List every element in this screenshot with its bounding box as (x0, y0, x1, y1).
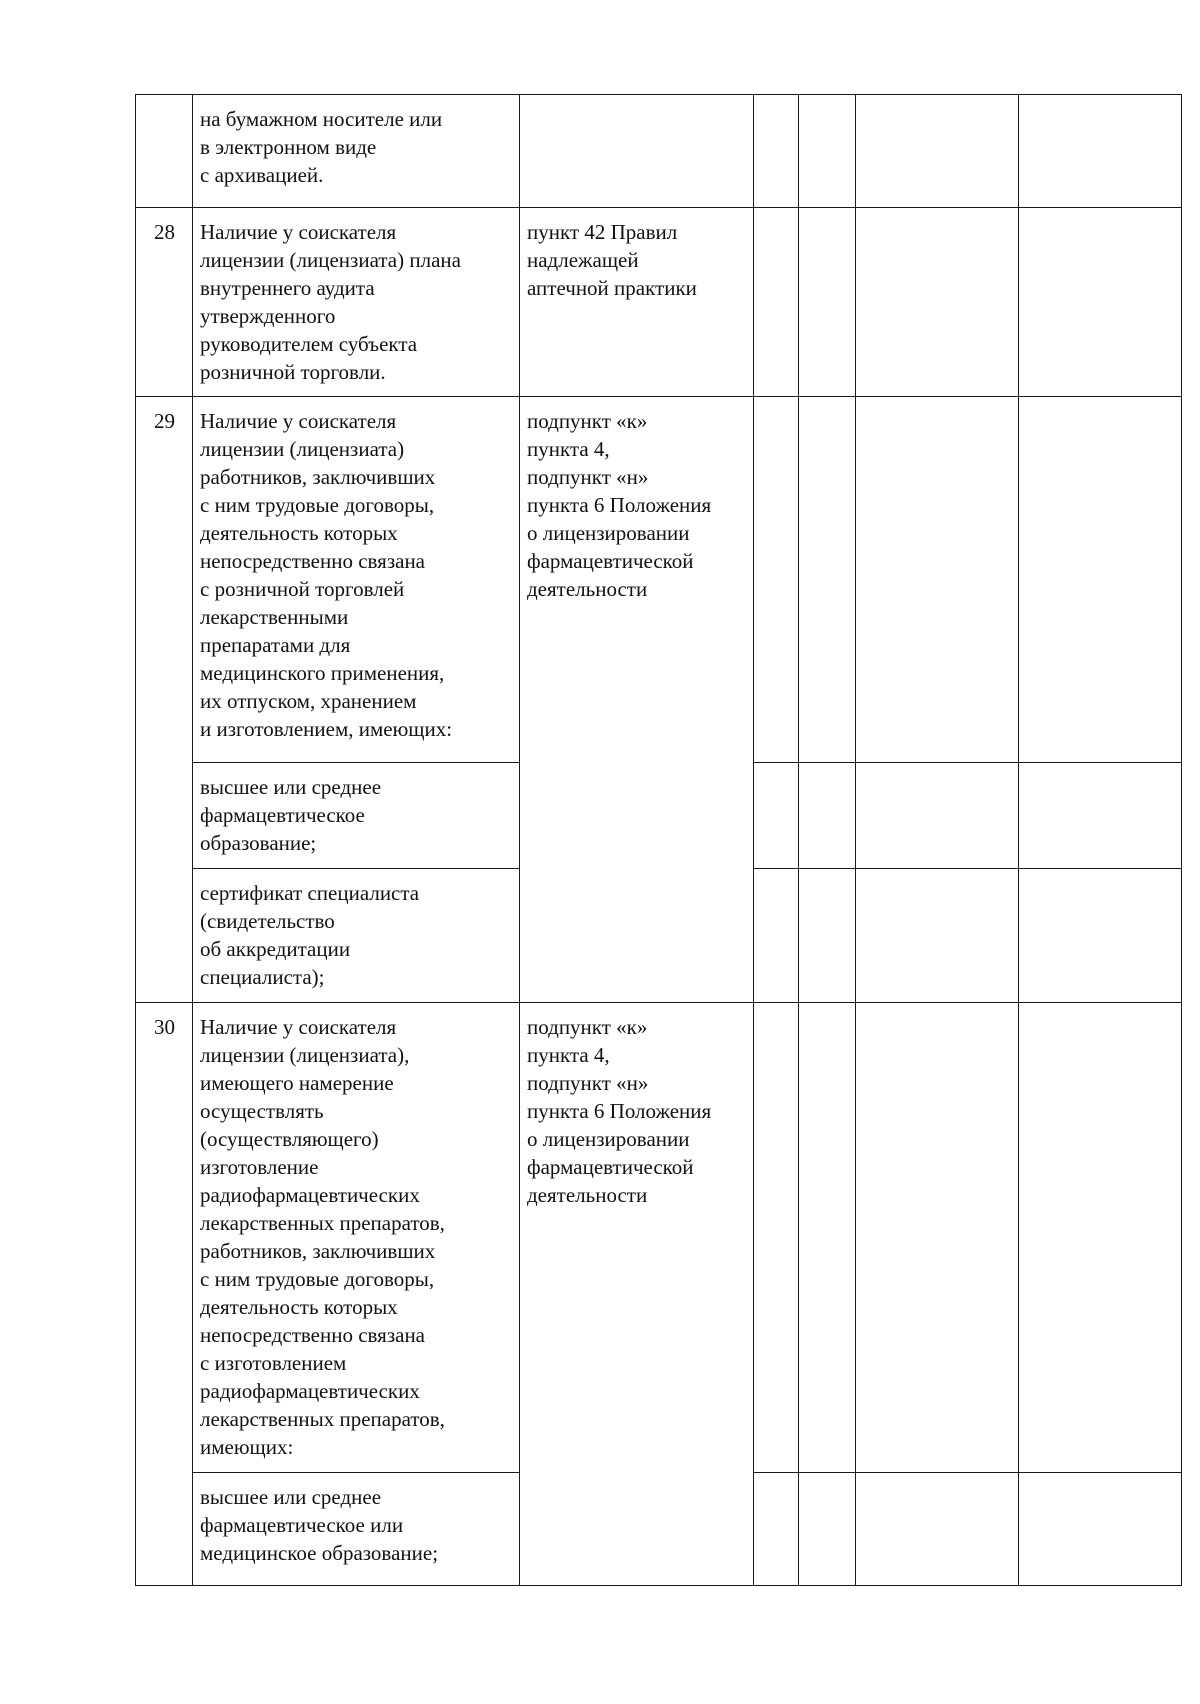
not-applicable-cell (856, 208, 1019, 397)
not-applicable-cell (856, 869, 1019, 1003)
note-cell (1019, 208, 1182, 397)
answer-no-cell (799, 208, 856, 397)
answer-yes-cell (754, 869, 799, 1003)
answer-yes-cell (754, 763, 799, 869)
answer-no-cell (799, 1473, 856, 1586)
row-number: 29 (136, 397, 193, 1003)
table-row (136, 1003, 1182, 1473)
legal-reference: подпункт «к» пункта 4, подпункт «н» пункта 6 Положения о лицензировании фармацевтической деятельности (520, 1003, 754, 1586)
not-applicable-cell (856, 95, 1019, 208)
note-cell (1019, 1003, 1182, 1473)
not-applicable-cell (856, 1003, 1019, 1473)
answer-yes-cell (754, 1473, 799, 1586)
answer-no-cell (799, 869, 856, 1003)
answer-no-cell (799, 397, 856, 763)
answer-yes-cell (754, 208, 799, 397)
answer-no-cell (799, 763, 856, 869)
not-applicable-cell (856, 763, 1019, 869)
note-cell (1019, 95, 1182, 208)
requirement-text: Наличие у соискателя лицензии (лицензиата) работников, заключивших с ним трудовые договоры, деятельность которых непосредственно связана с розничной торговлей лекарственными препаратами для медицинского применения, их отпуском, хранением и изготовлением, имеющих: (193, 397, 520, 763)
requirement-subitem: сертификат специалиста (свидетельство об аккредитации специалиста); (193, 869, 520, 1003)
not-applicable-cell (856, 397, 1019, 763)
legal-reference: пункт 42 Правил надлежащей аптечной практики (520, 208, 754, 397)
requirement-text: на бумажном носителе или в электронном виде с архивацией. (193, 95, 520, 208)
legal-reference: подпункт «к» пункта 4, подпункт «н» пункта 6 Положения о лицензировании фармацевтической деятельности (520, 397, 754, 1003)
checklist-table (135, 94, 1182, 1586)
requirement-text: Наличие у соискателя лицензии (лицензиата) плана внутреннего аудита утвержденного руководителем субъекта розничной торговли. (193, 208, 520, 397)
legal-reference (520, 95, 754, 208)
not-applicable-cell (856, 1473, 1019, 1586)
answer-yes-cell (754, 397, 799, 763)
answer-yes-cell (754, 1003, 799, 1473)
row-number: 28 (136, 208, 193, 397)
answer-yes-cell (754, 95, 799, 208)
note-cell (1019, 869, 1182, 1003)
requirement-text: Наличие у соискателя лицензии (лицензиата), имеющего намерение осуществлять (осуществляющего) изготовление радиофармацевтических лекарственных препаратов, работников, заключивших с ним трудовые договоры, деятельность которых непосредственно связана с изготовлением радиофармацевтических лекарственных препаратов, имеющих: (193, 1003, 520, 1473)
answer-no-cell (799, 1003, 856, 1473)
row-number (136, 95, 193, 208)
table-row (136, 95, 1182, 208)
table-row (136, 208, 1182, 397)
answer-no-cell (799, 95, 856, 208)
note-cell (1019, 397, 1182, 763)
note-cell (1019, 1473, 1182, 1586)
row-number: 30 (136, 1003, 193, 1586)
requirement-subitem: высшее или среднее фармацевтическое образование; (193, 763, 520, 869)
note-cell (1019, 763, 1182, 869)
table-row (136, 397, 1182, 763)
requirement-subitem: высшее или среднее фармацевтическое или медицинское образование; (193, 1473, 520, 1586)
